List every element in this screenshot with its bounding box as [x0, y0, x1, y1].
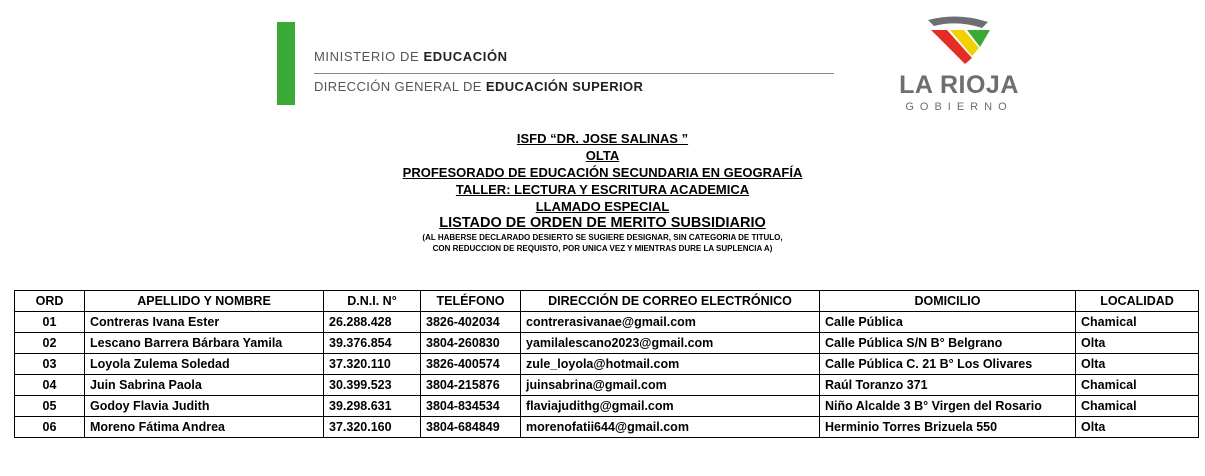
cell-address: Herminio Torres Brizuela 550: [820, 417, 1076, 438]
merit-list-table: [14, 290, 1199, 438]
cell-phone: 3826-402034: [421, 312, 521, 333]
table-row: [15, 396, 1199, 417]
cell-phone: 3826-400574: [421, 354, 521, 375]
cell-locality: Olta: [1076, 417, 1199, 438]
cell-name: Juin Sabrina Paola: [85, 375, 324, 396]
col-header-phone: TELÉFONO: [421, 291, 521, 312]
table-row: [15, 333, 1199, 354]
logo-name: LA RIOJA: [899, 71, 1019, 99]
cell-email: yamilalescano2023@gmail.com: [521, 333, 820, 354]
cell-locality: Olta: [1076, 333, 1199, 354]
ministry-green-bar: [277, 22, 295, 105]
cell-name: Contreras Ivana Ester: [85, 312, 324, 333]
cell-dni: 30.399.523: [324, 375, 421, 396]
institute-title: ISFD “DR. JOSE SALINAS ”: [516, 131, 689, 146]
table-row: [15, 375, 1199, 396]
listing-title: LISTADO DE ORDEN DE MERITO SUBSIDIARIO: [439, 215, 766, 231]
cell-address: Calle Pública C. 21 B° Los Olivares: [820, 354, 1076, 375]
cell-name: Moreno Fátima Andrea: [85, 417, 324, 438]
cell-email: zule_loyola@hotmail.com: [521, 354, 820, 375]
ministry-header: [277, 22, 837, 105]
table-row: [15, 312, 1199, 333]
cell-dni: 37.320.110: [324, 354, 421, 375]
cell-locality: Olta: [1076, 354, 1199, 375]
cell-locality: Chamical: [1076, 375, 1199, 396]
cell-locality: Chamical: [1076, 396, 1199, 417]
workshop-title: TALLER: LECTURA Y ESCRITURA ACADEMICA: [455, 182, 750, 197]
cell-address: Raúl Toranzo 371: [820, 375, 1076, 396]
cell-ord: 01: [15, 312, 85, 333]
cell-dni: 39.298.631: [324, 396, 421, 417]
cell-phone: 3804-834534: [421, 396, 521, 417]
cell-phone: 3804-260830: [421, 333, 521, 354]
col-header-dni: D.N.I. N°: [324, 291, 421, 312]
cell-email: morenofatii644@gmail.com: [521, 417, 820, 438]
cell-dni: 26.288.428: [324, 312, 421, 333]
logo-subtitle: GOBIERNO: [905, 101, 1013, 113]
table-header-row: [15, 291, 1199, 312]
col-header-address: DOMICILIO: [820, 291, 1076, 312]
program-title: PROFESORADO DE EDUCACIÓN SECUNDARIA EN GEOGRAFÍA: [402, 165, 803, 180]
cell-email: contrerasivanae@gmail.com: [521, 312, 820, 333]
note-line-2: CON REDUCCION DE REQUISTO, POR UNICA VEZ Y MIENTRAS DURE LA SUPLENCIA A): [432, 244, 773, 253]
col-header-ord: ORD: [15, 291, 85, 312]
cell-phone: 3804-684849: [421, 417, 521, 438]
cell-name: Lescano Barrera Bárbara Yamila: [85, 333, 324, 354]
cell-phone: 3804-215876: [421, 375, 521, 396]
col-header-name: APELLIDO Y NOMBRE: [85, 291, 324, 312]
document-titles: [0, 130, 1205, 254]
table-row: [15, 417, 1199, 438]
cell-dni: 39.376.854: [324, 333, 421, 354]
cell-address: Niño Alcalde 3 B° Virgen del Rosario: [820, 396, 1076, 417]
cell-ord: 06: [15, 417, 85, 438]
note-line-1: (AL HABERSE DECLARADO DESIERTO SE SUGIERE DESIGNAR, SIN CATEGORIA DE TITULO,: [422, 233, 783, 242]
cell-name: Godoy Flavia Judith: [85, 396, 324, 417]
la-rioja-logo: [884, 14, 1034, 114]
cell-name: Loyola Zulema Soledad: [85, 354, 324, 375]
cell-dni: 37.320.160: [324, 417, 421, 438]
cell-email: juinsabrina@gmail.com: [521, 375, 820, 396]
cell-ord: 05: [15, 396, 85, 417]
cell-address: Calle Pública: [820, 312, 1076, 333]
col-header-email: DIRECCIÓN DE CORREO ELECTRÓNICO: [521, 291, 820, 312]
ministry-divider: [314, 73, 834, 74]
town-title: OLTA: [585, 148, 620, 163]
cell-email: flaviajudithg@gmail.com: [521, 396, 820, 417]
ministry-name: MINISTERIO DE EDUCACIÓN: [314, 49, 508, 64]
directorate-name: DIRECCIÓN GENERAL DE EDUCACIÓN SUPERIOR: [314, 79, 644, 94]
la-rioja-emblem-icon: [884, 14, 1034, 70]
table-row: [15, 354, 1199, 375]
cell-address: Calle Pública S/N B° Belgrano: [820, 333, 1076, 354]
col-header-locality: LOCALIDAD: [1076, 291, 1199, 312]
cell-ord: 02: [15, 333, 85, 354]
cell-locality: Chamical: [1076, 312, 1199, 333]
call-title: LLAMADO ESPECIAL: [535, 199, 670, 214]
cell-ord: 04: [15, 375, 85, 396]
cell-ord: 03: [15, 354, 85, 375]
